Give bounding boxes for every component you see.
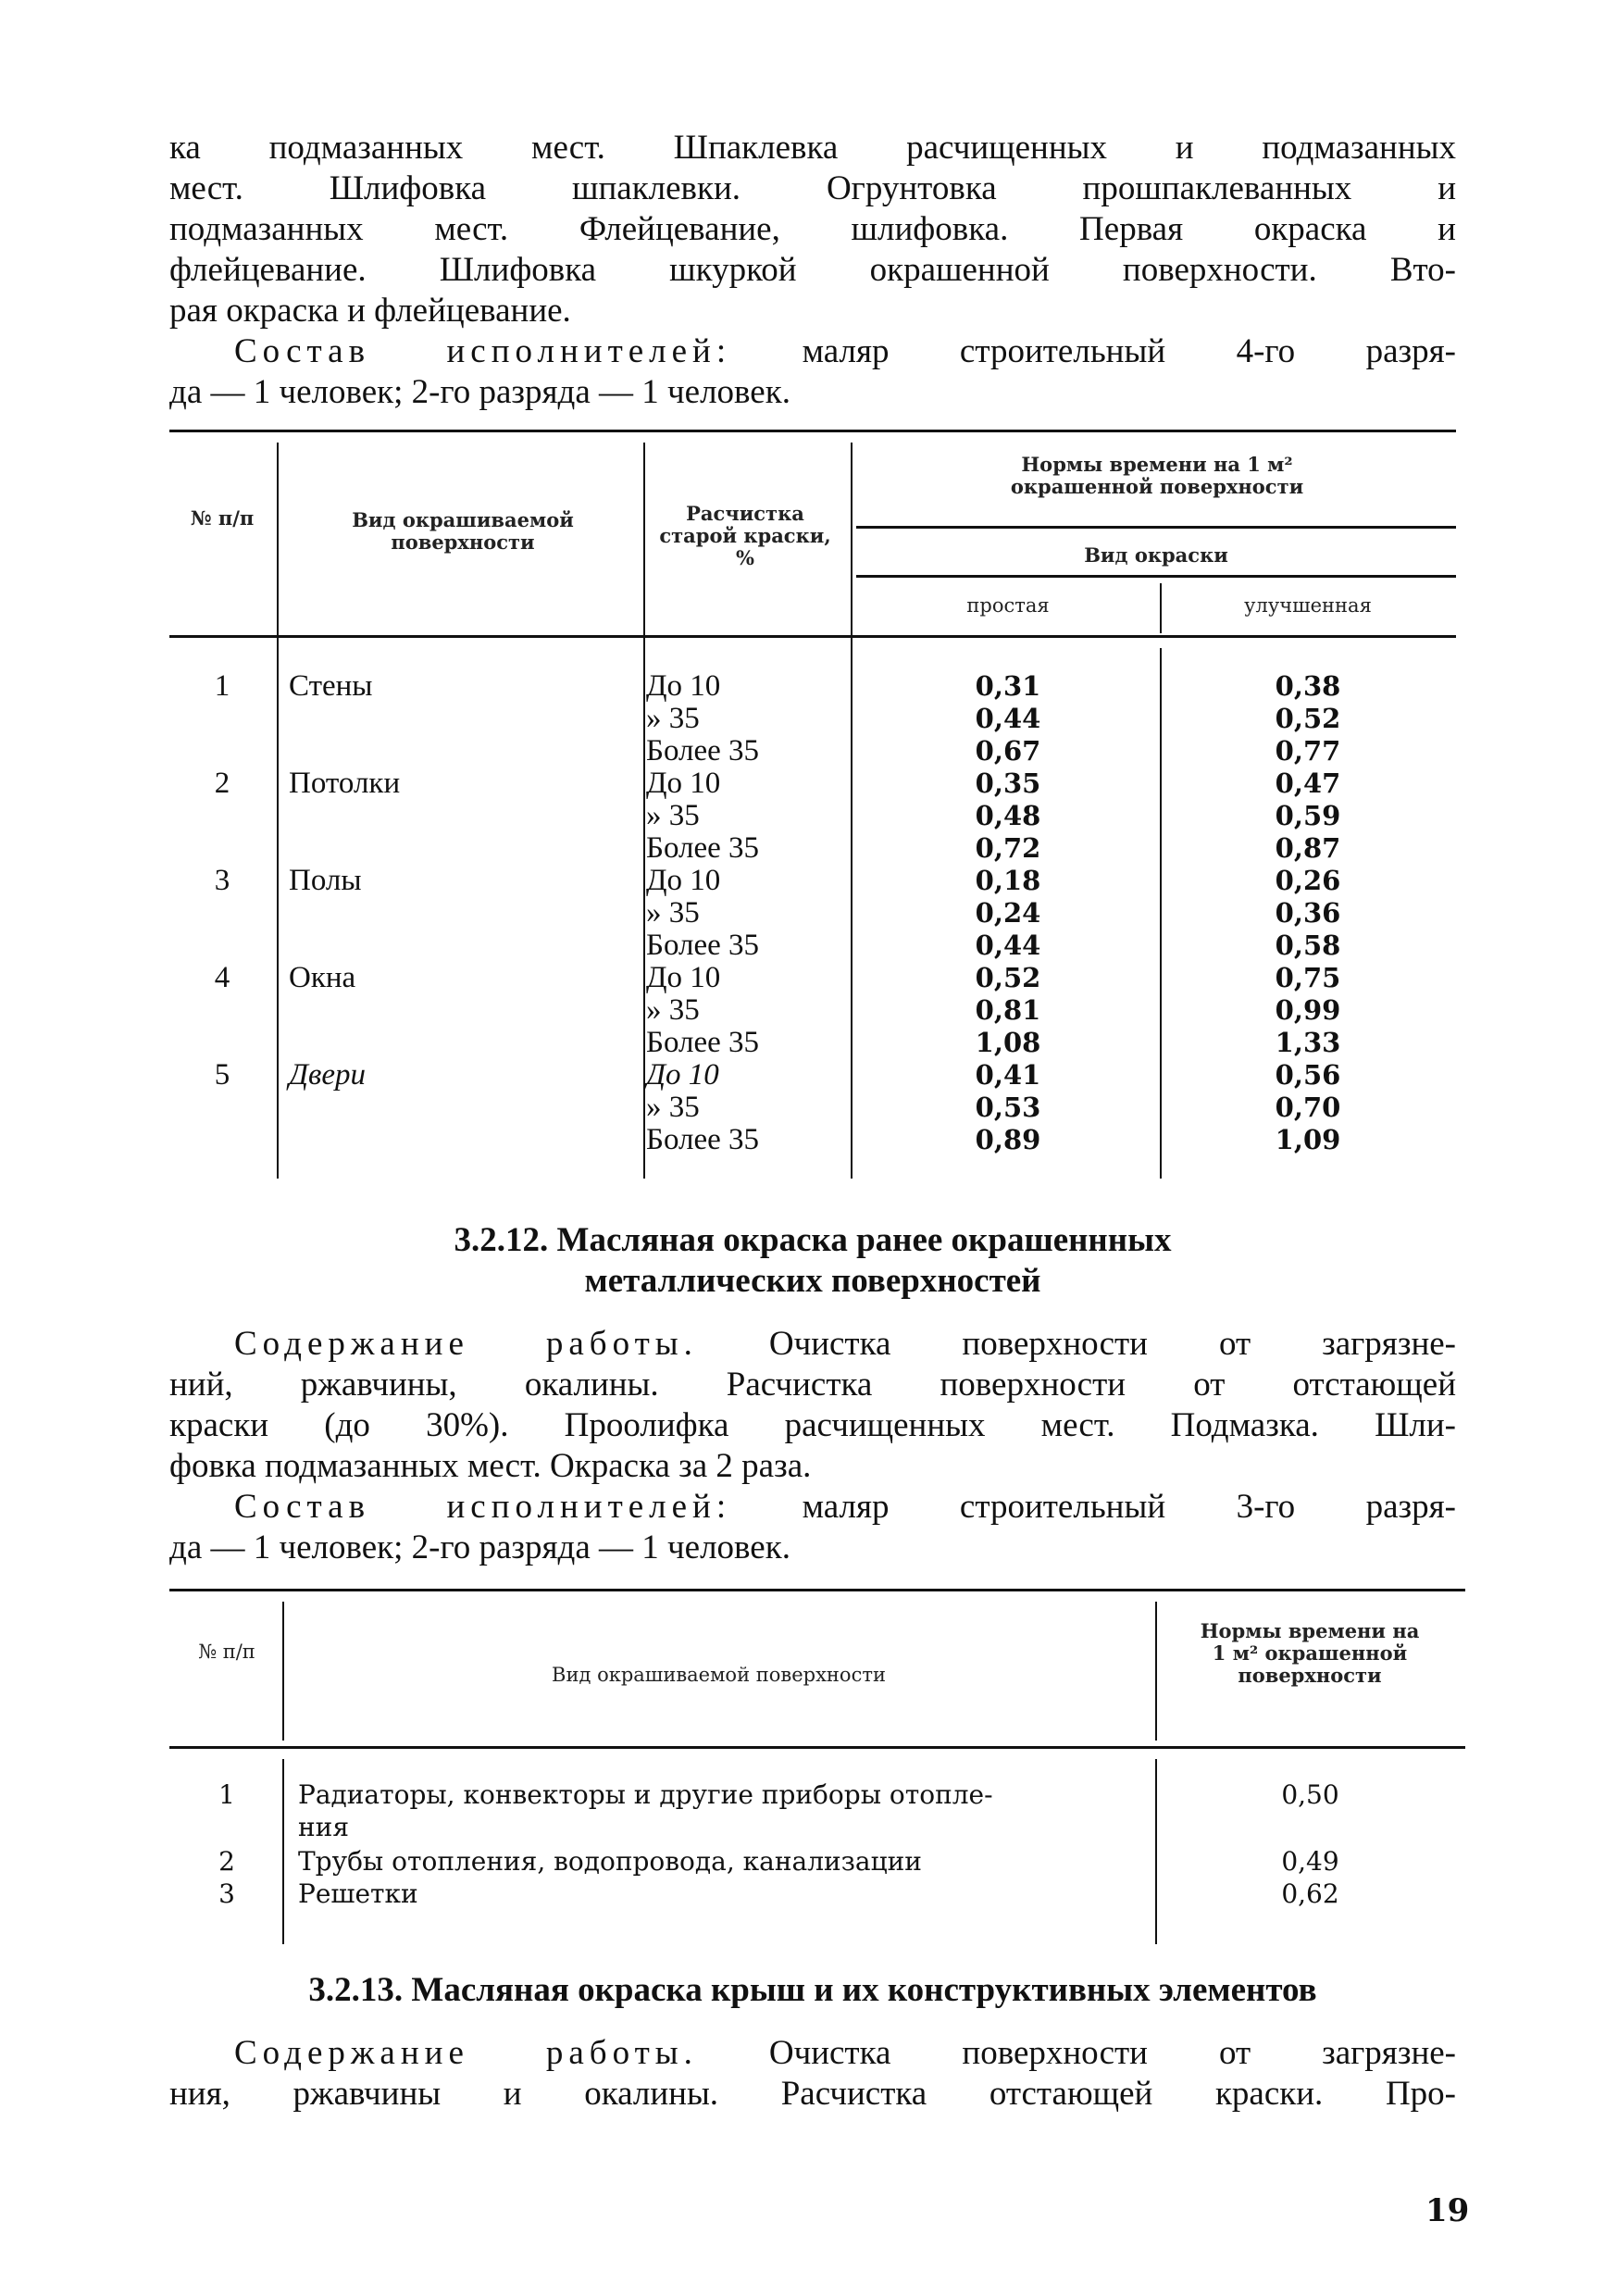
norm-improved: 0,59: [1275, 800, 1341, 831]
norm-simple: 0,44: [975, 703, 1041, 734]
column-divider: [643, 443, 645, 1179]
header-cleaning: Расчистка старой краски, %: [659, 502, 831, 569]
header-surface: Вид окрашиваемой поверхности: [552, 1664, 886, 1686]
cleaning-percent: До 10: [646, 669, 721, 703]
norm-improved: 0,70: [1275, 1092, 1341, 1123]
norm-simple: 0,18: [975, 865, 1041, 896]
norm-simple: 0,81: [975, 994, 1041, 1026]
norm-improved: 0,47: [1275, 767, 1341, 799]
row-number: 1: [214, 669, 230, 703]
norm-value: 0,50: [1281, 1779, 1339, 1810]
surface-type: Стены: [289, 669, 373, 703]
text-line: фовка подмазанных мест. Окраска за 2 раза.: [169, 1447, 812, 1485]
row-number: 2: [214, 767, 230, 800]
content-line: [169, 1324, 1456, 1365]
norm-improved: 0,52: [1275, 703, 1341, 734]
cleaning-percent: Более 35: [646, 929, 760, 962]
row-number: 2: [218, 1846, 235, 1877]
surface-type: Окна: [289, 961, 356, 994]
cleaning-percent: Более 35: [646, 734, 760, 767]
cleaning-percent: Более 35: [646, 1123, 760, 1156]
text-line: ния, ржавчины и окалины. Расчистка отстающей краски. Про-: [169, 2075, 1456, 2113]
crew-line: [169, 1487, 1456, 1528]
cleaning-percent: До 10: [646, 864, 721, 897]
norm-simple: 1,08: [975, 1027, 1041, 1058]
header-no: № п/п: [198, 1641, 255, 1663]
content-text: Очистка поверхности от загрязне-: [697, 2034, 1456, 2072]
surface-type: Трубы отопления, водопровода, канализации: [298, 1846, 922, 1877]
cleaning-percent: Более 35: [646, 831, 760, 865]
crew-line: да — 1 человек; 2-го разряда — 1 человек.: [169, 1529, 790, 1566]
row-number: 1: [218, 1779, 235, 1810]
content-label: Содержание работы.: [234, 1325, 698, 1363]
norm-simple: 0,24: [975, 897, 1041, 929]
norm-improved: 0,87: [1275, 832, 1341, 864]
text-line: мест. Шлифовка шпаклевки. Огрунтовка прошпаклеванных и: [169, 169, 1456, 207]
header-surface: Вид окрашиваемой поверхности: [352, 508, 574, 554]
cleaning-percent: » 35: [646, 799, 700, 832]
norm-simple: 0,53: [975, 1092, 1041, 1123]
header-norm: Нормы времени на 1 м² окрашенной поверхности: [1200, 1619, 1420, 1687]
header-paint-type: Вид окраски: [1084, 543, 1228, 567]
cleaning-percent: » 35: [646, 1091, 700, 1124]
page-number: 19: [1425, 2192, 1470, 2229]
norm-simple: 0,44: [975, 930, 1041, 961]
crew-text: маляр строительный 4-го разря-: [731, 332, 1456, 370]
cleaning-percent: » 35: [646, 993, 700, 1027]
norm-simple: 0,89: [975, 1124, 1041, 1155]
section-heading-3-2-13: 3.2.13. Масляная окраска крыш и их конструктивных элементов: [308, 1971, 1317, 2009]
surface-type: Решетки: [298, 1878, 418, 1909]
section-heading-3-2-12: [169, 1220, 1456, 1302]
header-norms: Нормы времени на 1 м² окрашенной поверхности: [1010, 453, 1304, 498]
cleaning-percent: До 10: [646, 767, 721, 800]
norm-improved: 0,36: [1275, 897, 1341, 929]
table-rule: [169, 1746, 1465, 1749]
norm-simple: 0,35: [975, 767, 1041, 799]
table-rule: [169, 635, 1456, 638]
content-label: Содержание работы.: [234, 2034, 698, 2072]
text-line: рая окраска и флейцевание.: [169, 292, 571, 330]
header-improved: улучшенная: [1244, 594, 1372, 617]
row-number: 3: [214, 864, 230, 897]
norm-simple: 0,48: [975, 800, 1041, 831]
norm-simple: 0,31: [975, 670, 1041, 702]
crew-label: Состав исполнителей:: [234, 1488, 732, 1526]
norm-improved: 1,33: [1275, 1027, 1341, 1058]
crew-line: [169, 331, 1456, 372]
crew-line: да — 1 человек; 2-го разряда — 1 человек.: [169, 373, 790, 411]
header-no: № п/п: [190, 506, 255, 530]
norm-improved: 0,75: [1275, 962, 1341, 993]
surface-type: Потолки: [289, 767, 401, 800]
norm-improved: 0,99: [1275, 994, 1341, 1026]
norm-improved: 0,38: [1275, 670, 1341, 702]
crew-text: маляр строительный 3-го разря-: [731, 1488, 1456, 1526]
column-divider: [851, 443, 853, 1179]
norm-simple: 0,41: [975, 1059, 1041, 1091]
text-line: краски (до 30%). Проолифка расчищенных мест. Подмазка. Шли-: [169, 1406, 1456, 1444]
norm-improved: 1,09: [1275, 1124, 1341, 1155]
cleaning-percent: Более 35: [646, 1026, 760, 1059]
norm-value: 0,49: [1281, 1846, 1339, 1877]
norm-improved: 0,77: [1275, 735, 1341, 767]
heading-line: 3.2.12. Масляная окраска ранее окрашеннных: [454, 1221, 1172, 1259]
table-rule: [856, 575, 1456, 578]
text-line: ний, ржавчины, окалины. Расчистка поверхности от отстающей: [169, 1366, 1456, 1404]
surface-type: Полы: [289, 864, 362, 897]
cleaning-percent: » 35: [646, 896, 700, 930]
table-rule: [169, 1589, 1465, 1591]
norm-improved: 0,58: [1275, 930, 1341, 961]
norm-improved: 0,26: [1275, 865, 1341, 896]
norm-simple: 0,52: [975, 962, 1041, 993]
heading-line: металлических поверхностей: [584, 1262, 1041, 1300]
column-divider: [277, 443, 279, 1179]
section-3-2-13-paragraph: [169, 2033, 1456, 2115]
crew-label: Состав исполнителей:: [234, 332, 732, 370]
norm-improved: 0,56: [1275, 1059, 1341, 1091]
text-line: ка подмазанных мест. Шпаклевка расчищенных и подмазанных: [169, 129, 1456, 167]
cleaning-percent: До 10: [646, 1058, 719, 1092]
cleaning-percent: » 35: [646, 702, 700, 735]
content-text: Очистка поверхности от загрязне-: [697, 1325, 1456, 1363]
table-rule: [169, 430, 1456, 432]
norm-value: 0,62: [1281, 1878, 1339, 1909]
cleaning-percent: До 10: [646, 961, 721, 994]
intro-paragraph: [169, 128, 1456, 413]
text-line: подмазанных мест. Флейцевание, шлифовка. Первая окраска и: [169, 210, 1456, 248]
column-divider: [282, 1759, 284, 1944]
row-number: 3: [218, 1878, 235, 1909]
surface-type: Радиаторы, конвекторы и другие приборы отопле-: [298, 1779, 993, 1810]
row-number: 4: [214, 961, 230, 994]
surface-type: ния: [298, 1812, 349, 1842]
table-rule: [856, 526, 1456, 529]
content-line: [169, 2033, 1456, 2074]
norm-simple: 0,72: [975, 832, 1041, 864]
row-number: 5: [214, 1058, 230, 1092]
header-simple: простая: [966, 594, 1050, 617]
section-3-2-12-paragraph: [169, 1324, 1456, 1568]
surface-type: Двери: [289, 1058, 366, 1092]
text-line: флейцевание. Шлифовка шкуркой окрашенной поверхности. Вто-: [169, 251, 1456, 289]
norm-simple: 0,67: [975, 735, 1041, 767]
column-divider: [1155, 1602, 1157, 1741]
